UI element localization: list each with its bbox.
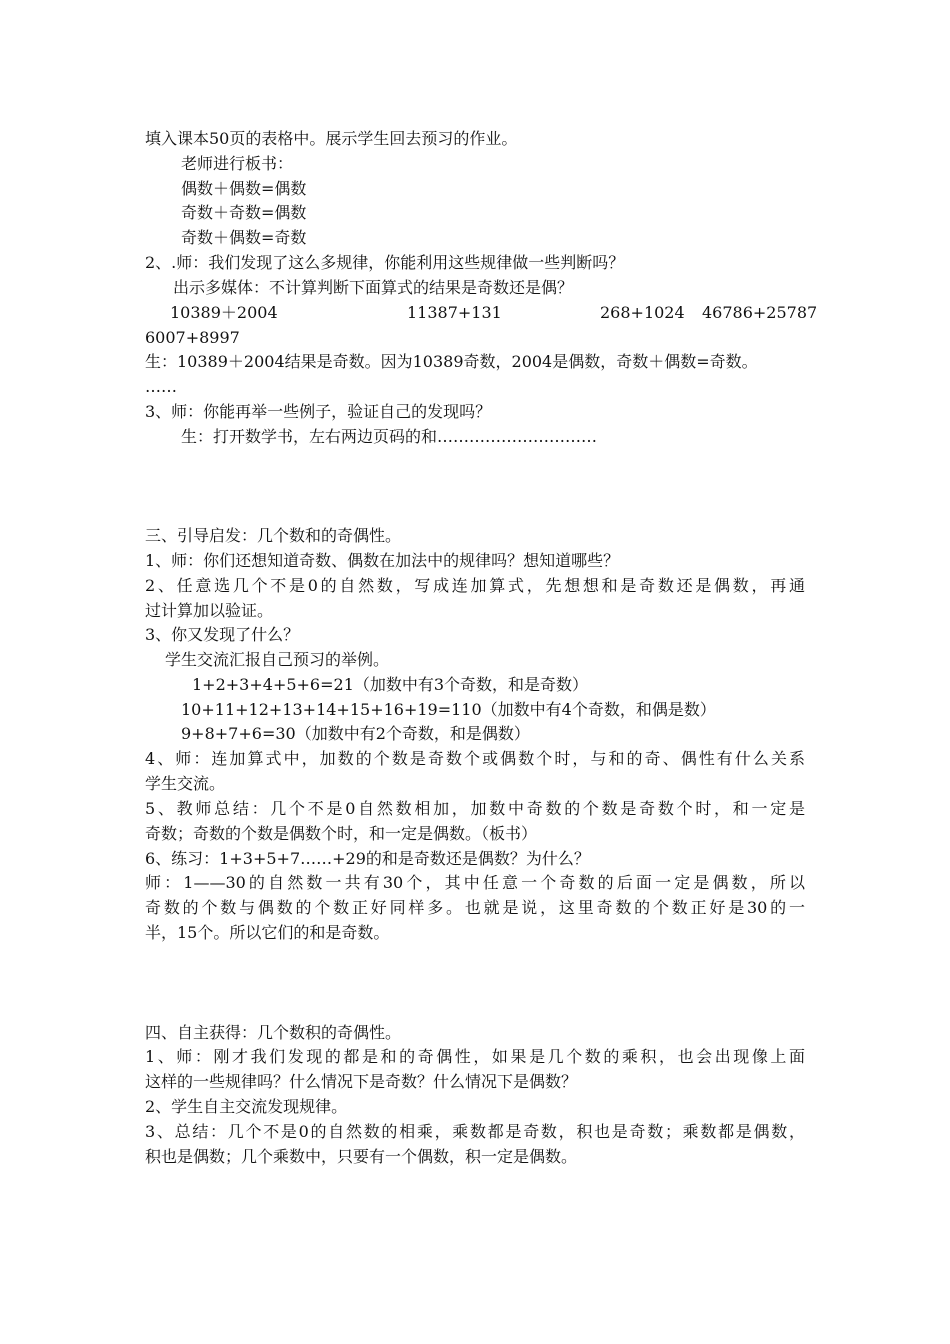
text-line: 生：打开数学书，左右两边页码的和………………………… [181,427,598,446]
text-line: 9+8+7+6=30（加数中有2个奇数，和是偶数） [181,724,530,743]
text-line: 学生交流汇报自己预习的举例。 [165,650,390,669]
text-line: 奇数＋奇数=偶数 [181,203,307,222]
text-line: 老师进行板书： [181,154,294,173]
text-line: 1+2+3+4+5+6=21（加数中有3个奇数，和是奇数） [192,675,589,694]
text-line: 6007+8997 [145,328,240,347]
expression: 11387+131 [407,303,502,322]
text-line: 4、师：连加算式中，加数的个数是奇数个或偶数个时，与和的奇、偶性有什么关系 [145,749,805,768]
text-line: 2、.师：我们发现了这么多规律，你能利用这些规律做一些判断吗？ [145,253,625,272]
text-line: 出示多媒体：不计算判断下面算式的结果是奇数还是偶？ [173,278,574,297]
text-line: 1、师：刚才我们发现的都是和的奇偶性，如果是几个数的乘积，也会出现像上面 [145,1047,805,1066]
text-line: 3、总结：几个不是0的自然数的相乘，乘数都是奇数，积也是奇数；乘数都是偶数， [145,1122,805,1141]
text-line: 奇数；奇数的个数是偶数个时，和一定是偶数。（板书） [145,824,538,843]
text-line: 积也是偶数；几个乘数中，只要有一个偶数，积一定是偶数。 [145,1147,578,1166]
text-line: 学生交流。 [145,774,226,793]
text-line: 2、任意选几个不是0的自然数，写成连加算式，先想想和是奇数还是偶数，再通 [145,576,805,595]
text-line: 3、师：你能再举一些例子，验证自己的发现吗？ [145,402,492,421]
text-line: 5、教师总结：几个不是0自然数相加，加数中奇数的个数是奇数个时，和一定是 [145,799,805,818]
section-heading: 三、引导启发：几个数和的奇偶性。 [145,526,402,545]
text-line: 奇数＋偶数=奇数 [181,228,307,247]
text-line: 师：1——30的自然数一共有30个，其中任意一个奇数的后面一定是偶数，所以 [145,873,805,892]
text-line: 3、你又发现了什么？ [145,625,300,644]
text-line: 生：10389＋2004结果是奇数。因为10389奇数，2004是偶数，奇数＋偶数=奇数。 [145,352,758,371]
text-line: 偶数＋偶数=偶数 [181,179,307,198]
section-heading: 四、自主获得：几个数积的奇偶性。 [145,1023,402,1042]
expression: 268+1024 [600,303,685,322]
text-line: 1、师：你们还想知道奇数、偶数在加法中的规律吗？想知道哪些？ [145,551,620,570]
text-line: 半，15个。所以它们的和是奇数。 [145,923,390,942]
text-line: 2、学生自主交流发现规律。 [145,1097,348,1116]
expression: 10389＋2004 [170,303,278,322]
expression: 46786+25787 [702,303,818,322]
text-line: 6、练习：1+3+5+7……+29的和是奇数还是偶数？为什么？ [145,849,590,868]
text-line: …… [145,377,177,396]
text-line: 填入课本50页的表格中。展示学生回去预习的作业。 [145,129,518,148]
text-line: 10+11+12+13+14+15+16+19=110（加数中有4个奇数，和偶是数） [181,700,716,719]
text-line: 这样的一些规律吗？什么情况下是奇数？什么情况下是偶数？ [145,1072,578,1091]
text-line: 奇数的个数与偶数的个数正好同样多。也就是说，这里奇数的个数正好是30的一 [145,898,805,917]
text-line: 过计算加以验证。 [145,601,274,620]
